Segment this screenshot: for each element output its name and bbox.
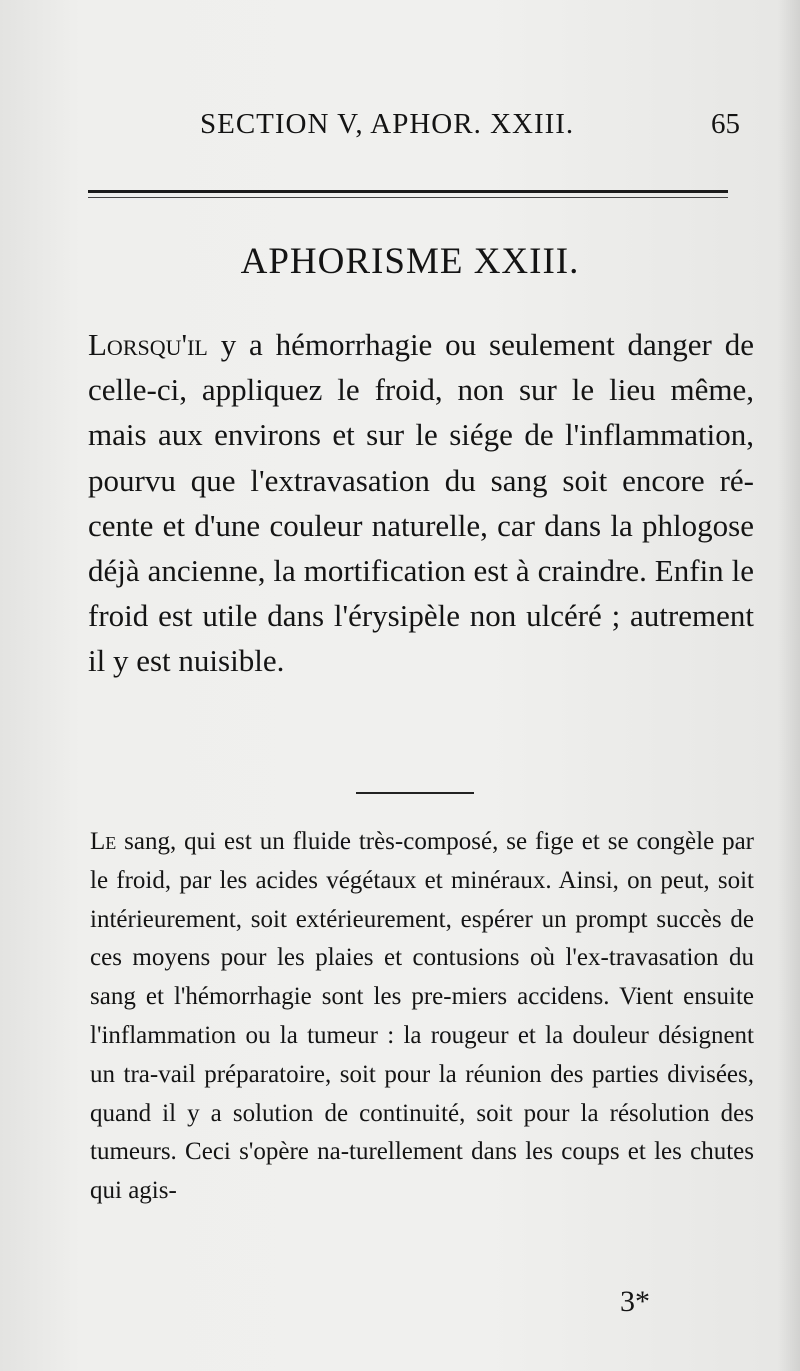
page-number: 65 (711, 108, 740, 140)
running-head: SECTION V, APHOR. XXIII. (200, 108, 575, 140)
aphorism-lead-word: Lorsqu'il (88, 327, 208, 362)
commentary-lead-word: Le (90, 828, 117, 855)
aphorism-title: APHORISME XXIII. (240, 241, 580, 282)
commentary-body: sang, qui est un fluide très-composé, se fige et se congèle par le froid, par les acides végétaux et minéraux. Ainsi, on peut, soit intérieurement, soit extérieurement, espérer un prompt succès de ces moyens pour les plaies et contusions où l'ex-travasation du sang et l'hémorrhagie sont les pre-miers accidens. Vient ensuite l'inflammation ou la tumeur : la rougeur et la douleur désignent un tra-vail préparatoire, soit pour la réunion des parties divisées, quand il y a solution de continuité, soit pour la résolution des tumeurs. Ceci s'opère na-turellement dans les coups et les chutes qui agis- (90, 828, 754, 1205)
aphorism-body: y a hémorrhagie ou seulement danger de celle-ci, appliquez le froid, non sur le lieu même, mais aux environs et sur le siége de l'inflammation, pourvu que l'extravasation du sang soit encore ré-cente et d'une couleur naturelle, car dans la phlogose déjà ancienne, la mortification est à craindre. Enfin le froid est utile dans l'érysipèle non ulcéré ; autrement il y est nuisible. (88, 327, 754, 679)
page-edge-shadow (778, 0, 800, 1371)
page-header (90, 108, 750, 148)
header-rule-thin (88, 197, 728, 198)
signature-mark: 3* (620, 1285, 650, 1318)
commentary-text (90, 823, 754, 1211)
section-divider (356, 792, 474, 794)
header-rule (88, 190, 728, 193)
aphorism-text (88, 322, 754, 684)
